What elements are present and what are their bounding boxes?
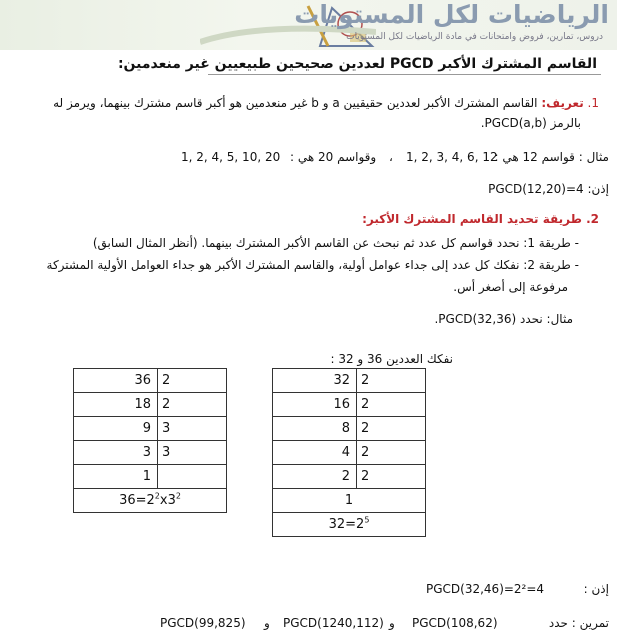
prime-cell: 3 bbox=[158, 417, 227, 441]
table-row bbox=[74, 393, 227, 417]
example-2-label: مثال: نحدد PGCD(32,36). bbox=[434, 312, 573, 326]
heading-underline bbox=[208, 74, 601, 75]
table-row bbox=[273, 489, 426, 513]
divisors-12: 1, 2, 3, 4, 6, 12 bbox=[406, 150, 498, 164]
table-row bbox=[74, 369, 227, 393]
dividend-cell: 9 bbox=[74, 417, 158, 441]
bullet-icon: - bbox=[574, 258, 579, 272]
definition-line-2: بالرمز PGCD(a,b). bbox=[480, 116, 581, 130]
section-2-number: 2. bbox=[586, 212, 599, 226]
factor-line: نفكك العددين 36 و 32 : bbox=[330, 352, 453, 366]
result-base: 32=2 bbox=[328, 517, 365, 532]
divisors-20: 1, 2, 4, 5, 10, 20 bbox=[181, 150, 281, 164]
dividend-cell: 2 bbox=[273, 465, 357, 489]
definition-line-1 bbox=[53, 96, 599, 110]
exercise-item-2: PGCD(1240,112) bbox=[283, 616, 384, 630]
dividend-cell: 16 bbox=[273, 393, 357, 417]
prime-cell: 2 bbox=[357, 441, 426, 465]
example-1-result: إذن: PGCD(12,20)=4 bbox=[488, 182, 609, 196]
prime-cell: 2 bbox=[357, 393, 426, 417]
example-1-label: مثال : قواسم 12 هي : bbox=[494, 150, 609, 164]
exercise-label: تمرين : حدد bbox=[548, 616, 609, 630]
final-one-cell: 1 bbox=[273, 489, 426, 513]
section-2-title bbox=[362, 212, 599, 226]
exercise-item-3: PGCD(99,825) bbox=[160, 616, 246, 630]
method-2-text: طريقة 2: نفكك كل عدد إلى جداء عوامل أولية، والقاسم المشترك الأكبر هو جداء العوامل الأولية المشتركة bbox=[46, 258, 571, 272]
prime-cell: 2 bbox=[158, 393, 227, 417]
section-2-title-text: طريقة تحديد القاسم المشترك الأكبر: bbox=[362, 212, 582, 226]
factorization-result-32 bbox=[273, 513, 426, 537]
factorization-table-32 bbox=[272, 368, 426, 537]
conclusion-label: إذن : bbox=[583, 582, 609, 596]
definition-term: تعريف: bbox=[541, 96, 584, 110]
bullet-icon: - bbox=[574, 236, 579, 250]
conclusion-value: PGCD(32,46)=2²=4 bbox=[426, 582, 545, 596]
factorization-table-36 bbox=[73, 368, 227, 513]
page-heading: القاسم المشترك الأكبر PGCD لعددين صحيحين طبيعيين غير منعدمين: bbox=[117, 56, 597, 72]
exercise-item-1: PGCD(108,62) bbox=[412, 616, 498, 630]
table-row bbox=[74, 489, 227, 513]
prime-cell: 2 bbox=[158, 369, 227, 393]
prime-cell: 3 bbox=[158, 441, 227, 465]
table-row bbox=[273, 417, 426, 441]
dividend-cell: 18 bbox=[74, 393, 158, 417]
method-1 bbox=[93, 236, 579, 250]
result-exponent: 5 bbox=[364, 515, 370, 525]
table-row bbox=[74, 465, 227, 489]
table-row bbox=[74, 417, 227, 441]
dividend-cell: 3 bbox=[74, 441, 158, 465]
table-row bbox=[273, 465, 426, 489]
prime-cell: 2 bbox=[357, 417, 426, 441]
divisors-20-label: وقواسم 20 هي : bbox=[290, 150, 377, 164]
site-title: الرياضيات لكل المستويات bbox=[294, 0, 609, 29]
exercise-and-1: و bbox=[389, 616, 395, 630]
dividend-cell: 1 bbox=[74, 465, 158, 489]
result-mid: x3 bbox=[159, 493, 176, 508]
table-row bbox=[273, 513, 426, 537]
table-row bbox=[273, 369, 426, 393]
table-row bbox=[273, 393, 426, 417]
site-subtitle: دروس، تمارين، فروض وامتحانات في مادة الرياضيات لكل المستويات bbox=[346, 32, 603, 42]
method-2-line-2: مرفوعة إلى أصغر أس. bbox=[453, 280, 568, 294]
example-1-separator: ، bbox=[389, 150, 393, 164]
dividend-cell: 8 bbox=[273, 417, 357, 441]
result-base: 36=2 bbox=[119, 493, 155, 508]
factorization-result-36 bbox=[74, 489, 227, 513]
table-row bbox=[74, 441, 227, 465]
dividend-cell: 32 bbox=[273, 369, 357, 393]
table-row bbox=[273, 441, 426, 465]
dividend-cell: 4 bbox=[273, 441, 357, 465]
prime-cell bbox=[158, 465, 227, 489]
result-exponent: 2 bbox=[154, 491, 160, 501]
definition-text: القاسم المشترك الأكبر لعددين حقيقيين a و b غير منعدمين هو أكبر قاسم مشترك بينهما، ويرمز له bbox=[53, 96, 538, 110]
exercise-and-2: و bbox=[264, 616, 270, 630]
result-exponent: 2 bbox=[175, 491, 181, 501]
method-1-text: طريقة 1: نحدد قواسم كل عدد ثم نبحث عن القاسم الأكبر المشترك بينهما. (أنظر المثال السابق) bbox=[92, 236, 571, 250]
site-banner bbox=[0, 0, 617, 50]
prime-cell: 2 bbox=[357, 465, 426, 489]
dividend-cell: 36 bbox=[74, 369, 158, 393]
prime-cell: 2 bbox=[357, 369, 426, 393]
section-1-number: 1. bbox=[587, 96, 599, 110]
method-2 bbox=[47, 258, 579, 272]
